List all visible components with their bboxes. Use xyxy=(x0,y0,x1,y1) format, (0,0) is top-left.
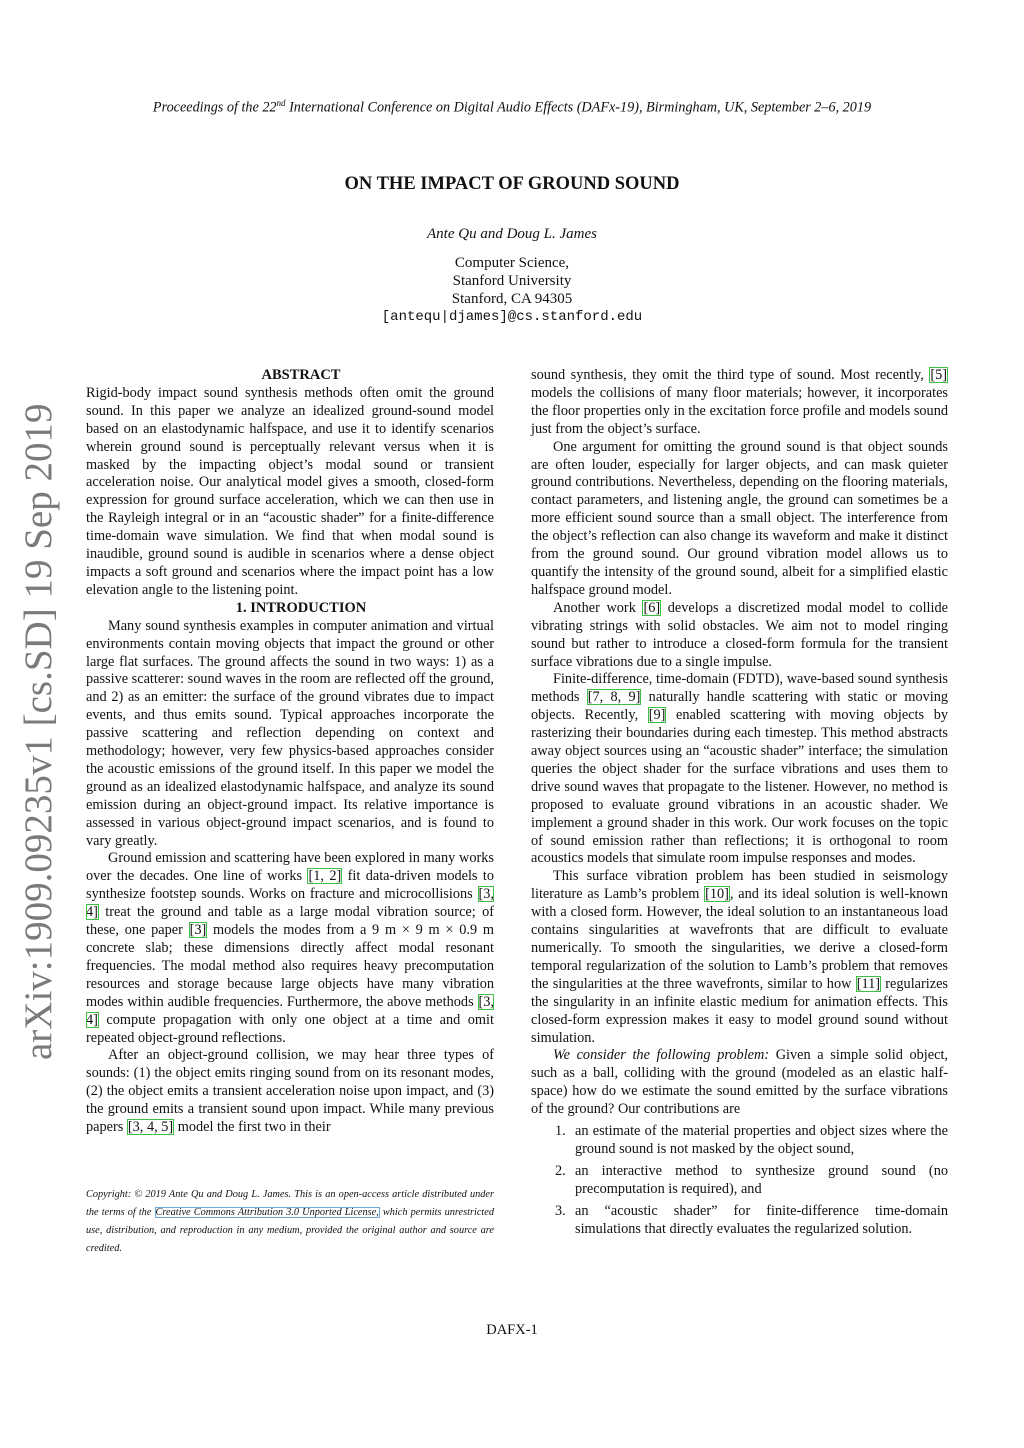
citation-link[interactable]: [5] xyxy=(930,367,947,383)
list-item: 2. an interactive method to synthesize ground sound (no precomputation is required), and xyxy=(555,1162,948,1197)
body-paragraph: Another work [6] develops a discretized modal model to collide vibrating strings with solid obstacles. We aim not to model ringing sound but rather to introduce a closed-form formula for the transient surface vibrations due to a single impulse. xyxy=(531,599,948,670)
citation-link[interactable]: [10] xyxy=(705,886,729,903)
body-paragraph: Finite-difference, time-domain (FDTD), wave-based sound synthesis methods [7, 8, 9] naturally handle scattering with static or moving objects. Recently, [9] enabled scattering with moving objects by rasterizing their boundaries during each timestep. This method abstracts away object sources using an “acoustic shader” interface; the simulation queries the object shader for the surface vibrations and uses them to drive sound waves that propagate to the listener. However, no method is proposed to evaluate ground vibrations in an acoustic shader. We implement a ground shader in this work. Our work focuses on the topic of sound emission rather than reflections; it is orthogonal to room acoustics models that simulate room impulse responses and modes. xyxy=(531,671,949,867)
citation-link[interactable]: [3, 4] xyxy=(86,993,494,1028)
list-item: 1. an estimate of the material properties and object sizes where the ground sound is not masked by the object sound, xyxy=(555,1123,948,1157)
citation-link[interactable]: [11] xyxy=(856,975,881,992)
header-text-rest: International Conference on Digital Audio Effects (DAFx-19), Birmingham, UK, September 2–6, 2019 xyxy=(285,99,872,116)
affiliation-line: Stanford, CA 94305 xyxy=(451,291,573,307)
citation-link[interactable]: [6] xyxy=(643,599,661,616)
citation-link[interactable]: [3, 4, 5] xyxy=(127,1119,174,1136)
header-text: Proceedings of the 22 xyxy=(152,99,277,116)
contributions-list xyxy=(531,1123,948,1238)
right-column xyxy=(531,367,948,1239)
body-paragraph: One argument for omitting the ground sound is that object sounds are often louder, especially for larger objects, and can mask quieter ground contributions. Nevertheless, depending on the flooring materials, contact parameters, and listening angle, the ground can sometimes be a more efficient sound source than a small object. The interference from the object’s reflection can also change its waveform and make it distinct from the ground sound. Our ground vibration model allows us to quantify the intensity of the ground sound, albeit for a simplified elastic halfspace ground model. xyxy=(531,438,948,598)
body-paragraph: We consider the following problem: Given a simple solid object, such as a ball, colliding with the ground (modeled as an elastic half-space) how do we estimate the sound emitted by the surface vibrations of the ground? Our contributions are xyxy=(531,1047,948,1118)
citation-link[interactable]: [3] xyxy=(189,922,207,939)
citation-link[interactable]: [3, 4] xyxy=(86,886,494,921)
author-email: [antequ|djames]@cs.stanford.edu xyxy=(381,309,643,325)
paper-title: ON THE IMPACT OF GROUND SOUND xyxy=(344,174,680,194)
left-column xyxy=(86,367,494,1137)
body-paragraph: sound synthesis, they omit the third type of sound. Most recently, [5] models the collisions of many floor materials; however, it incorporates the floor properties only in the excitation force profile and models sound just from the object’s surface. xyxy=(531,367,948,437)
body-paragraph: This surface vibration problem has been studied in seismology literature as Lamb’s problem [10], and its ideal solution is well-known with a closed form. However, the ideal solution to an instantaneous load contains singularities at wavefronts that are difficult to evaluate numerically. To smooth the singularities, we derive a closed-form temporal regularization of the solution to Lamb’s problem that removes the singularities at the three wavefronts, similar to how [11] regularizes the singularity in an infinite elastic medium for animation effects. This closed-form expression makes it easy to model ground sound without simulation. xyxy=(531,868,948,1046)
abstract-text: Rigid-body impact sound synthesis methods often omit the ground sound. In this paper we analyze an idealized ground-sound model based on an elastodynamic halfspace, and use it to identify scenarios wherein ground sound is perceptually relevant versus when it is masked by the impacting object’s modal sound or transient acceleration noise. Our analytical model gives a smooth, closed-form expression for ground surface acceleration, which we can then use in the Rayleigh integral or in an “acoustic shader” for a finite-difference time-domain wave simulation. We find that when modal sound is inaudible, ground sound is audible in scenarios where a dense object impacts a soft ground and scenarios where the impact point has a low elevation angle to the listening point. xyxy=(86,384,494,598)
citation-link[interactable]: [7, 8, 9] xyxy=(587,689,641,706)
affiliation-line: Stanford University xyxy=(452,273,572,289)
copyright-notice: Copyright: © 2019 Ante Qu and Doug L. James. This is an open-access article distributed under the terms of the Creative Commons Attribution 3.0 Unported License, which permits unrestricted use, distribution, and reproduction in any medium, provided the original author and source are credited. xyxy=(86,1189,494,1254)
affiliation xyxy=(0,254,1024,326)
intro-paragraph: Many sound synthesis examples in computer animation and virtual environments contain moving objects that impact the ground or other large flat surfaces. The ground affects the sound in two ways: 1) as a passive scatterer: sound waves in the room are reflected off the ground, and 2) as an emitter: the surface of the ground vibrates due to impact events, and thus emits sound. Typical approaches incorporate the passive scattering and reflection depending on context and methodology; however, very few physics-based approaches consider the acoustic emissions of the ground itself. In this paper we model the ground as an idealized elastodynamic halfspace, and analyze its sound emission during an object-ground impact. Its relative importance is assessed in various object-ground impact scenarios, and is found to vary greatly. xyxy=(86,617,494,849)
intro-paragraph: Ground emission and scattering have been explored in many works over the decades. One line of works [1, 2] fit data-driven models to synthesize footstep sounds. Works on fracture and microcollisions [3, 4] treat the ground and table as a large modal vibration source; of these, one paper [3] models the modes from a 9 m × 9 m × 0.9 m concrete slab; these dimensions directly affect modal resonant frequencies. The modal method also requires heavy precomputation resources and storage because large objects have many vibration modes within audible frequencies. Furthermore, the above methods [3, 4] compute propagation with only one object at a time and omit repeated object-ground reflections. xyxy=(86,850,494,1046)
abstract-heading: ABSTRACT xyxy=(261,367,341,383)
intro-heading: 1. INTRODUCTION xyxy=(235,599,367,616)
citation-link[interactable]: [9] xyxy=(648,707,666,724)
citation-link[interactable]: [1, 2] xyxy=(308,868,342,885)
license-link[interactable]: Creative Commons Attribution 3.0 Unported License, xyxy=(155,1207,379,1218)
affiliation-line: Computer Science, xyxy=(454,255,570,271)
list-item: 3. an “acoustic shader” for finite-difference time-domain simulations that directly evaluates the regularized solution. xyxy=(555,1202,948,1237)
page-number: DAFX-1 xyxy=(486,1322,538,1338)
authors: Ante Qu and Doug L. James xyxy=(427,226,597,242)
arxiv-identifier[interactable]: arXiv:1909.09235v1 [cs.SD] 19 Sep 2019 xyxy=(17,403,60,1060)
header-sup: nd xyxy=(276,98,286,108)
intro-paragraph: After an object-ground collision, we may hear three types of sounds: (1) the object emits ringing sound from on its resonant modes, (2) the object emits a transient acceleration noise upon impact, and (3) the ground emits a transient sound upon impact. While many previous papers [3, 4, 5] model the first two in their xyxy=(86,1047,494,1136)
proceedings-header xyxy=(0,98,1024,117)
